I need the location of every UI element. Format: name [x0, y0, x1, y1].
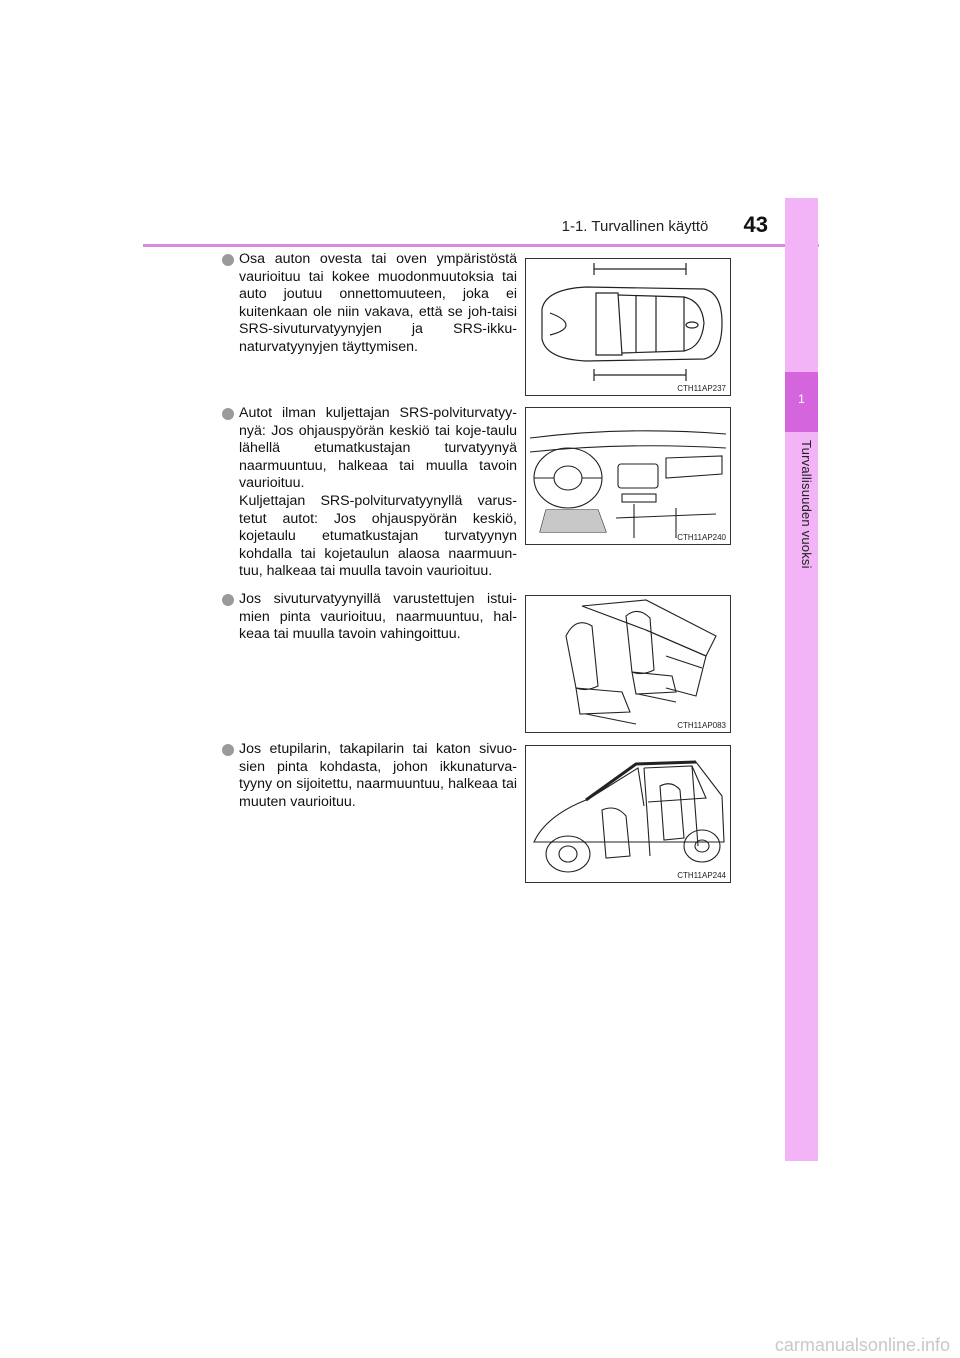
dashboard-icon: [526, 408, 732, 546]
item-text: Autot ilman kuljettajan SRS-polviturvatyy-nyä: Jos ohjauspyörän keskiö tai koje-taulu lähellä etumatkustajan turvatyynyä naarmuuntuu, halkeaa tai muulla tavoin vaurioituu. Kuljettajan SRS-polviturvatyynyllä varus-tetut autot: Jos ohjauspyörän keskiö, kojetaulu etumatkustajan turvatyynyn kohdalla tai kojetaulun alaosa naarmuun-tuu, halkeaa tai muulla tavoin vaurioituu.: [239, 405, 517, 580]
chapter-number: 1: [798, 392, 805, 406]
figure-car-side-pillars: [525, 745, 731, 883]
bullet-icon: [222, 594, 234, 606]
list-item: [222, 405, 517, 581]
figure-code: CTH11AP083: [677, 721, 726, 730]
page-number: 43: [743, 212, 768, 237]
list-item: [222, 741, 517, 811]
section-title: 1-1. Turvallinen käyttö: [561, 218, 709, 235]
header-rule: [143, 244, 819, 247]
front-seats-icon: [526, 596, 732, 734]
item-text: Jos etupilarin, takapilarin tai katon sivuo-sien pinta kohdasta, johon ikkunaturva-tyyny on sijoitettu, naarmuuntuu, halkeaa tai muuten vaurioituu.: [239, 741, 517, 810]
chapter-title: Turvallisuuden vuoksi: [799, 440, 814, 569]
figure-dashboard: [525, 407, 731, 545]
car-side-pillars-icon: [526, 746, 732, 884]
list-item: [222, 251, 517, 357]
watermark: carmanualsonline.info: [774, 1335, 950, 1355]
item-text: Osa auton ovesta tai oven ympäristöstä vaurioituu tai kokee muodonmuutoksia tai auto joutuu onnettomuuteen, joka ei kuitenkaan ole niin vakava, että se joh-taisi SRS-sivuturvatyynyjen ja SRS-ikku-naturvatyynyjen täyttymisen.: [239, 251, 517, 355]
list-item: [222, 591, 517, 644]
figure-code: CTH11AP244: [677, 871, 726, 880]
figure-front-seats: [525, 595, 731, 733]
item-text: Jos sivuturvatyynyillä varustettujen istui-mien pinta vaurioituu, naarmuuntuu, hal-keaa tai muulla tavoin vahingoittuu.: [239, 591, 517, 643]
bullet-icon: [222, 254, 234, 266]
car-top-view-icon: [526, 259, 732, 397]
figure-car-top-view: [525, 258, 731, 396]
bullet-icon: [222, 744, 234, 756]
figure-code: CTH11AP237: [677, 384, 726, 393]
bullet-icon: [222, 408, 234, 420]
figure-code: CTH11AP240: [677, 533, 726, 542]
